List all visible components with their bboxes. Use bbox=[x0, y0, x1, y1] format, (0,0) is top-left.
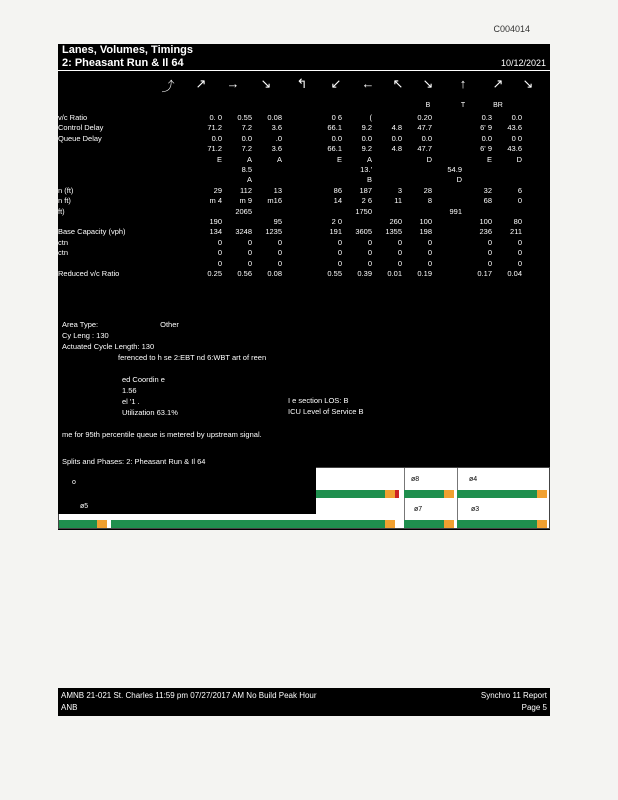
table-cell bbox=[192, 207, 222, 217]
table-cell: m 9 bbox=[239, 196, 252, 206]
table-cell: 0.20 bbox=[417, 113, 432, 122]
table-cell bbox=[282, 196, 312, 206]
table-row bbox=[58, 144, 522, 154]
table-cell: 32 bbox=[483, 185, 492, 195]
movement-icon: ← bbox=[361, 76, 375, 91]
table-cell: 100 bbox=[479, 217, 492, 227]
row-label: Queue Delay bbox=[58, 133, 102, 143]
table-cell bbox=[312, 175, 342, 185]
table-cell: 3248 bbox=[235, 227, 252, 237]
report-date: 10/12/2021 bbox=[500, 58, 546, 68]
table-cell bbox=[282, 113, 312, 123]
table-cell: 66.1 bbox=[327, 144, 342, 154]
table-cell: A bbox=[246, 154, 252, 164]
row-label: n ft) bbox=[58, 196, 71, 206]
table-cell bbox=[282, 269, 312, 279]
table-cell bbox=[432, 227, 462, 237]
table-cell: 7.2 bbox=[241, 144, 252, 154]
row-label: ctn bbox=[58, 237, 69, 247]
phase-label-5: ø5 bbox=[80, 503, 89, 510]
table-cell bbox=[462, 207, 492, 217]
table-cell bbox=[402, 207, 432, 217]
row-label: Reduced v/c Ratio bbox=[58, 269, 120, 279]
table-cell bbox=[222, 217, 252, 227]
table-cell: 13.' bbox=[360, 165, 372, 175]
table-cell: 4.8 bbox=[391, 144, 402, 154]
table-cell bbox=[492, 207, 522, 217]
table-row bbox=[58, 155, 522, 165]
table-cell: 0 6 bbox=[331, 113, 342, 122]
table-cell: 0 bbox=[217, 237, 222, 247]
table-cell: 198 bbox=[419, 227, 432, 237]
movement-icon: ↘ bbox=[522, 76, 534, 91]
table-cell bbox=[432, 196, 462, 206]
table-row bbox=[58, 165, 522, 175]
table-cell: 3.6 bbox=[271, 144, 282, 154]
phase-clearance bbox=[97, 520, 107, 528]
movement-icon: ↖ bbox=[392, 76, 404, 91]
table-cell: 190 bbox=[209, 217, 222, 227]
phase-bar-8 bbox=[404, 490, 444, 498]
table-cell: 0.0 bbox=[481, 133, 492, 143]
phase-clearance bbox=[444, 490, 454, 498]
table-cell: 0.08 bbox=[267, 269, 282, 279]
report-page bbox=[58, 44, 550, 530]
table-cell bbox=[432, 248, 462, 258]
lane-config-cell: BR bbox=[493, 102, 503, 109]
cycle-length: Cy Leng : 130 bbox=[62, 331, 109, 340]
timing-table bbox=[58, 113, 522, 280]
table-cell: 100 bbox=[419, 217, 432, 227]
table-cell: 0 bbox=[277, 248, 282, 258]
table-cell bbox=[282, 217, 312, 227]
table-cell: 0.19 bbox=[417, 269, 432, 279]
phase-clearance bbox=[385, 520, 395, 528]
phase-label-3: ø3 bbox=[471, 506, 480, 513]
table-row bbox=[58, 186, 522, 196]
movement-icons bbox=[58, 76, 550, 98]
intersection-name: 2: Pheasant Run & Il 64 bbox=[62, 57, 184, 69]
row-label: ft) bbox=[58, 206, 65, 216]
phase-clearance bbox=[537, 490, 547, 498]
ics-block bbox=[288, 395, 363, 417]
table-cell bbox=[282, 123, 312, 133]
table-cell: 0 bbox=[487, 258, 492, 268]
table-cell: 1235 bbox=[265, 227, 282, 237]
table-cell: m16 bbox=[267, 196, 282, 206]
table-cell: 1750 bbox=[355, 206, 372, 216]
splits-header: Splits and Phases: 2: Pheasant Run & Il 64 bbox=[62, 457, 206, 466]
table-cell bbox=[282, 238, 312, 248]
table-cell: 0 bbox=[517, 237, 522, 247]
table-cell: 0 bbox=[427, 237, 432, 247]
table-cell: m 4 bbox=[209, 196, 222, 206]
table-cell bbox=[282, 165, 312, 175]
table-cell: 0.04 bbox=[507, 269, 522, 279]
phase-label-7: ø7 bbox=[414, 506, 423, 513]
phase-divider bbox=[404, 468, 405, 528]
table-cell bbox=[282, 227, 312, 237]
table-cell: 0 bbox=[247, 237, 252, 247]
table-cell: 0 bbox=[397, 237, 402, 247]
footer-page: Page 5 bbox=[521, 703, 547, 712]
icu-level-of-service: ICU Level of Service B bbox=[288, 407, 364, 416]
table-cell bbox=[192, 175, 222, 185]
phase-label-8: ø8 bbox=[411, 476, 420, 483]
table-cell: 2 6 bbox=[361, 196, 372, 206]
table-cell bbox=[372, 113, 402, 123]
table-cell: 0.0 bbox=[211, 133, 222, 143]
table-row bbox=[58, 207, 522, 217]
table-cell: 47.7 bbox=[417, 144, 432, 154]
table-cell: 0 bbox=[487, 248, 492, 258]
table-cell: 0 bbox=[247, 248, 252, 258]
table-cell: 86 bbox=[333, 185, 342, 195]
table-cell: 0 bbox=[427, 258, 432, 268]
phase-divider bbox=[457, 468, 458, 528]
table-row bbox=[58, 217, 522, 227]
table-cell: 0 bbox=[367, 258, 372, 268]
footer-software: Synchro 11 Report bbox=[480, 691, 547, 700]
phase-red bbox=[395, 490, 399, 498]
table-cell: 71.2 bbox=[207, 123, 222, 133]
table-cell: 0.55 bbox=[237, 113, 252, 122]
table-cell bbox=[432, 238, 462, 248]
queue-note: me for 95th percentile queue is metered by upstream signal. bbox=[62, 430, 262, 439]
phase-clearance bbox=[385, 490, 395, 498]
report-title: Lanes, Volumes, Timings bbox=[62, 44, 194, 56]
table-row bbox=[58, 123, 522, 133]
table-cell bbox=[492, 165, 522, 175]
intersection-delay: el '1 . bbox=[122, 397, 140, 406]
table-cell: 0.39 bbox=[357, 269, 372, 279]
table-row bbox=[58, 134, 522, 144]
row-label bbox=[58, 259, 192, 269]
table-cell: B bbox=[366, 175, 372, 185]
table-cell: 0 bbox=[217, 248, 222, 258]
table-cell: 71.2 bbox=[207, 144, 222, 154]
table-cell: 187 bbox=[359, 185, 372, 195]
row-label bbox=[58, 217, 192, 227]
movement-icon: ↙ bbox=[330, 76, 342, 91]
table-cell: 0.0 bbox=[361, 133, 372, 143]
table-cell: 0 bbox=[367, 248, 372, 258]
table-cell: 0 bbox=[397, 258, 402, 268]
movement-icon: ↘ bbox=[260, 76, 272, 91]
intersection-los: I e section LOS: B bbox=[288, 396, 349, 405]
table-cell: 3605 bbox=[355, 227, 372, 237]
table-cell: .0 bbox=[275, 133, 282, 143]
movement-icon: ⤴ bbox=[161, 79, 175, 94]
table-cell: 0.0 bbox=[391, 133, 402, 143]
table-cell: 66.1 bbox=[327, 123, 342, 133]
table-cell bbox=[462, 165, 492, 175]
lane-config-cell: B bbox=[425, 102, 431, 109]
table-cell: 134 bbox=[209, 227, 222, 237]
table-cell: A bbox=[366, 154, 372, 164]
table-cell: 0.08 bbox=[267, 113, 282, 122]
phase-label-4: ø4 bbox=[469, 476, 478, 483]
table-cell bbox=[372, 155, 402, 165]
phase-label-1: o bbox=[72, 479, 76, 486]
table-cell: D bbox=[516, 154, 522, 164]
report-footer bbox=[58, 688, 550, 716]
table-cell: 6 bbox=[517, 185, 522, 195]
row-label: v/c Ratio bbox=[58, 113, 88, 122]
area-type-label: Area Type: bbox=[62, 320, 99, 329]
table-cell: 6' 9 bbox=[480, 123, 492, 133]
phase-bar-7 bbox=[404, 520, 444, 528]
table-cell: 8.5 bbox=[241, 165, 252, 175]
phase-bar-3 bbox=[457, 520, 537, 528]
movement-icon: ↘ bbox=[422, 76, 434, 91]
table-cell: ( bbox=[369, 113, 372, 122]
table-row bbox=[58, 227, 522, 237]
table-cell: 0 bbox=[367, 237, 372, 247]
table-cell: 0 bbox=[337, 258, 342, 268]
table-cell bbox=[402, 175, 432, 185]
table-row bbox=[58, 259, 522, 269]
table-cell: A bbox=[276, 154, 282, 164]
table-row bbox=[58, 196, 522, 206]
table-cell: 0 0 bbox=[511, 133, 522, 143]
table-cell bbox=[432, 186, 462, 196]
table-cell: 211 bbox=[510, 227, 522, 237]
table-cell: 0.0 bbox=[421, 133, 432, 143]
capacity-utilization: Utilization 63.1% bbox=[122, 408, 178, 417]
row-label: n (ft) bbox=[58, 185, 74, 195]
table-cell: D bbox=[456, 175, 462, 185]
table-cell: 28 bbox=[423, 185, 432, 195]
table-cell: 0 bbox=[517, 258, 522, 268]
table-cell: 0 bbox=[337, 248, 342, 258]
row-label bbox=[58, 155, 192, 165]
redaction-mask bbox=[58, 467, 316, 514]
notes-block bbox=[62, 319, 266, 440]
footer-project: AMNB 21-021 St. Charles 11:59 pm 07/27/2017 AM No Build Peak Hour bbox=[61, 691, 317, 700]
table-cell: 0.55 bbox=[327, 269, 342, 279]
table-cell bbox=[282, 207, 312, 217]
table-cell bbox=[432, 144, 462, 154]
row-label bbox=[58, 165, 192, 175]
table-cell: 47.7 bbox=[417, 123, 432, 133]
header-divider bbox=[58, 70, 550, 71]
table-cell: 0 bbox=[337, 237, 342, 247]
table-row bbox=[58, 113, 522, 123]
table-cell: 11 bbox=[394, 196, 402, 206]
table-cell: 0 bbox=[517, 248, 522, 258]
table-cell bbox=[432, 259, 462, 269]
table-cell: 8 bbox=[427, 196, 432, 206]
table-cell bbox=[312, 207, 342, 217]
table-cell: 43.6 bbox=[507, 123, 522, 133]
phase-bar-4 bbox=[457, 490, 537, 498]
table-cell: 13 bbox=[273, 185, 282, 195]
table-cell: 112 bbox=[240, 185, 252, 195]
table-row bbox=[58, 175, 522, 185]
movement-icon: ↗ bbox=[195, 76, 207, 91]
document-id: C004014 bbox=[493, 24, 530, 34]
table-cell bbox=[192, 165, 222, 175]
offset-reference: ferenced to h se 2:EBT nd 6:WBT art of reen bbox=[118, 353, 267, 362]
lane-configuration bbox=[58, 102, 550, 112]
phase-clearance bbox=[537, 520, 547, 528]
table-cell: 4.8 bbox=[391, 123, 402, 133]
table-cell bbox=[492, 175, 522, 185]
actuated-cycle-length: Actuated Cycle Length: 130 bbox=[62, 342, 155, 351]
table-cell: 0.3 bbox=[481, 113, 492, 122]
table-cell bbox=[432, 269, 462, 279]
table-cell bbox=[252, 165, 282, 175]
table-cell: 6' 9 bbox=[480, 144, 492, 154]
table-cell: 3 bbox=[397, 185, 402, 195]
table-cell: 0 bbox=[517, 196, 522, 206]
table-cell: 0.17 bbox=[477, 269, 492, 279]
maximum-vc: 1.56 bbox=[122, 386, 137, 395]
table-cell: 0. 0 bbox=[209, 113, 222, 122]
table-cell: E bbox=[486, 154, 492, 164]
table-cell bbox=[282, 155, 312, 165]
table-cell: 0.0 bbox=[511, 113, 522, 122]
table-cell bbox=[282, 175, 312, 185]
table-cell bbox=[282, 259, 312, 269]
table-cell bbox=[282, 134, 312, 144]
table-cell: 2065 bbox=[235, 206, 252, 216]
table-cell: 0.25 bbox=[207, 269, 222, 279]
table-cell: 3.6 bbox=[271, 123, 282, 133]
table-cell: 43.6 bbox=[507, 144, 522, 154]
table-cell bbox=[372, 165, 402, 175]
table-cell: 80 bbox=[513, 217, 522, 227]
table-cell bbox=[282, 186, 312, 196]
table-cell: 0 bbox=[247, 258, 252, 268]
table-cell: 9.2 bbox=[361, 123, 372, 133]
table-cell bbox=[462, 175, 492, 185]
table-cell: 95 bbox=[273, 217, 282, 227]
table-cell: 0 bbox=[397, 248, 402, 258]
movement-icon: ↗ bbox=[492, 76, 504, 91]
phase-bar-5 bbox=[59, 520, 97, 528]
table-cell bbox=[432, 217, 462, 227]
table-cell: 0.01 bbox=[387, 269, 402, 279]
table-cell: 54.9 bbox=[447, 165, 462, 175]
lane-config-cell: T bbox=[460, 102, 466, 109]
table-cell: D bbox=[426, 154, 432, 164]
table-row bbox=[58, 248, 522, 258]
table-cell bbox=[342, 217, 372, 227]
table-cell: 29 bbox=[213, 185, 222, 195]
table-cell: 236 bbox=[479, 227, 492, 237]
table-cell: 7.2 bbox=[241, 123, 252, 133]
table-cell: 260 bbox=[389, 217, 402, 227]
control-type: ed Coordin e bbox=[122, 375, 165, 384]
row-label bbox=[58, 144, 192, 154]
table-cell bbox=[432, 155, 462, 165]
table-cell: E bbox=[336, 154, 342, 164]
table-cell bbox=[282, 248, 312, 258]
table-cell: 9.2 bbox=[361, 144, 372, 154]
table-cell bbox=[282, 144, 312, 154]
table-cell: 1355 bbox=[385, 227, 402, 237]
table-cell bbox=[252, 175, 282, 185]
table-cell: 191 bbox=[329, 227, 342, 237]
phase-bar-6 bbox=[111, 520, 385, 528]
area-type-value: Other bbox=[160, 320, 179, 329]
table-cell bbox=[402, 165, 432, 175]
table-cell bbox=[312, 165, 342, 175]
table-cell: 0 bbox=[277, 237, 282, 247]
table-cell: A bbox=[246, 175, 252, 185]
table-cell: 0 bbox=[277, 258, 282, 268]
row-label: Control Delay bbox=[58, 123, 104, 133]
table-cell: 0.0 bbox=[331, 133, 342, 143]
table-cell: 991 bbox=[449, 206, 462, 216]
table-cell bbox=[432, 134, 462, 144]
table-cell bbox=[432, 113, 462, 123]
footer-initials: ANB bbox=[61, 703, 78, 712]
table-row bbox=[58, 238, 522, 248]
movement-icon: → bbox=[226, 76, 240, 91]
table-cell: 0.0 bbox=[241, 133, 252, 143]
table-cell: 0 bbox=[487, 237, 492, 247]
table-cell bbox=[372, 207, 402, 217]
table-cell: E bbox=[216, 154, 222, 164]
table-cell: 68 bbox=[483, 196, 492, 206]
table-cell: 2 0 bbox=[331, 217, 342, 227]
table-cell bbox=[432, 123, 462, 133]
phase-clearance bbox=[444, 520, 454, 528]
table-cell bbox=[372, 175, 402, 185]
table-cell: 0 bbox=[217, 258, 222, 268]
row-label: ctn bbox=[58, 248, 69, 258]
row-label bbox=[58, 175, 192, 185]
row-label: Base Capacity (vph) bbox=[58, 227, 126, 237]
movement-icon: ↰ bbox=[296, 76, 308, 91]
table-cell: 0 bbox=[427, 248, 432, 258]
table-row bbox=[58, 269, 522, 279]
movement-icon: ↑ bbox=[459, 76, 467, 91]
table-cell: 0.56 bbox=[237, 269, 252, 279]
table-cell: 14 bbox=[333, 196, 342, 206]
table-cell bbox=[252, 207, 282, 217]
